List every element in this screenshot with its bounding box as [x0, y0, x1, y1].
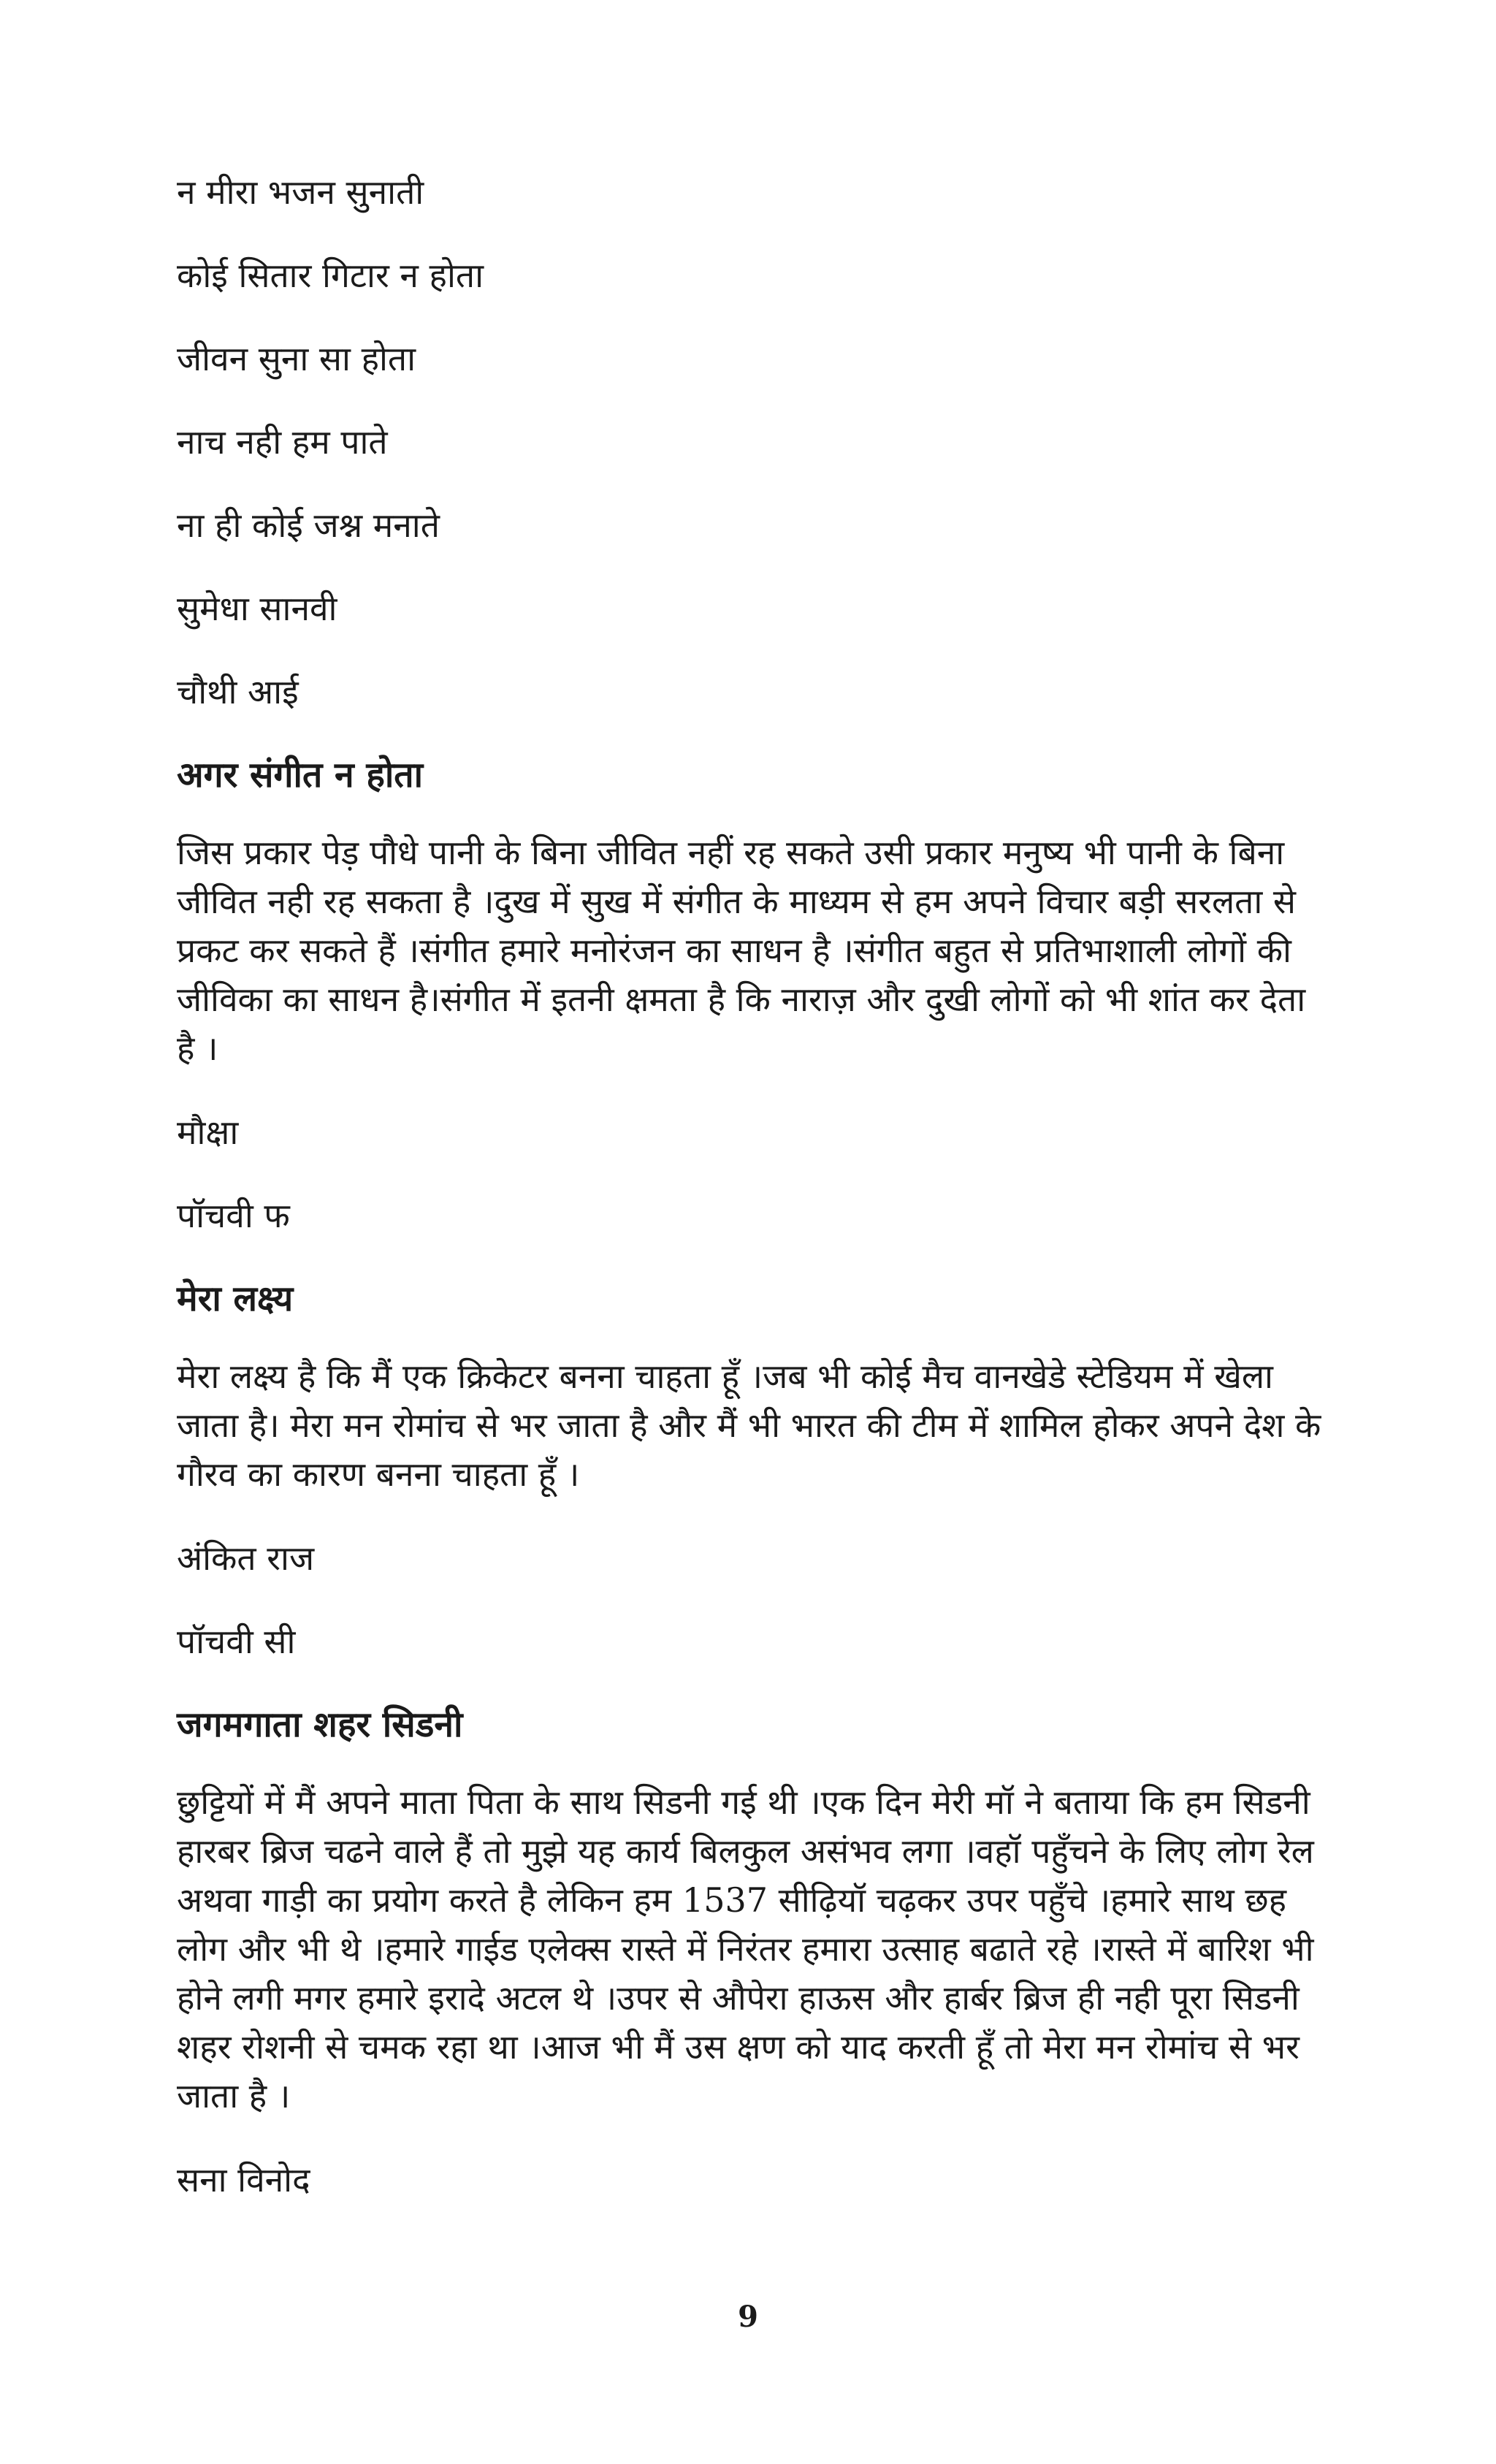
- paragraph-line: जीवित नही रह सकता है ।दुख में सुख में संगीत के माध्यम से हम अपने विचार बड़ी सरलता से: [177, 882, 1297, 921]
- page-number: 9: [738, 2300, 758, 2334]
- paragraph-line: हारबर ब्रिज चढने वाले हैं तो मुझे यह कार्य बिलकुल असंभव लगा ।वहॉ पहुँचने के लिए लोग रेल: [177, 1831, 1314, 1871]
- section-author: सना विनोद: [177, 2160, 310, 2200]
- poem-line: न मीरा भजन सुनाती: [177, 172, 424, 212]
- poem-author: सुमेधा सानवी: [177, 589, 337, 628]
- document-page: [177, 168, 1324, 2239]
- section-heading: मेरा लक्ष्य: [177, 1278, 294, 1319]
- section-heading: अगर संगीत न होता: [177, 755, 424, 796]
- paragraph-line: शहर रोशनी से चमक रहा था ।आज भी मैं उस क्षण को याद करती हूँ तो मेरा मन रोमांच से भर: [177, 2027, 1300, 2067]
- poem-line: ना ही कोई जश्न मनाते: [177, 506, 440, 545]
- section-paragraph: [177, 828, 1324, 1073]
- paragraph-line: जाता है। मेरा मन रोमांच से भर जाता है और मैं भी भारत की टीम में शामिल होकर अपने देश के: [177, 1405, 1321, 1445]
- poem-line: कोई सितार गिटार न होता: [177, 256, 484, 295]
- poem-class: चौथी आई: [177, 672, 299, 712]
- poem-line: जीवन सुना सा होता: [177, 339, 416, 378]
- section-paragraph: [177, 1352, 1324, 1499]
- section-class: पॉचवी फ: [177, 1196, 290, 1235]
- paragraph-line: है ।: [177, 1029, 218, 1068]
- poem-line: नाच नही हम पाते: [177, 422, 388, 462]
- section-author: मौक्षा: [177, 1113, 239, 1152]
- section-class: पॉचवी सी: [177, 1622, 296, 1661]
- paragraph-line: होने लगी मगर हमारे इरादे अटल थे ।उपर से औपेरा हाऊस और हार्बर ब्रिज ही नही पूरा सिडनी: [177, 1978, 1300, 2018]
- paragraph-line: लोग और भी थे ।हमारे गाईड एलेक्स रास्ते में निरंतर हमारा उत्साह बढाते रहे ।रास्ते में बारिश भी: [177, 1929, 1314, 1969]
- section-music: [177, 751, 1324, 1240]
- paragraph-line: प्रकट कर सकते हैं ।संगीत हमारे मनोरंजन का साधन है ।संगीत बहुत से प्रतिभाशाली लोगों की: [177, 931, 1291, 970]
- section-sydney: [177, 1701, 1324, 2204]
- paragraph-line: जाता है ।: [177, 2076, 291, 2116]
- paragraph-line: मेरा लक्ष्य है कि मैं एक क्रिकेटर बनना चाहता हूँ ।जब भी कोई मैच वानखेडे स्टेडियम में खेला: [177, 1357, 1273, 1396]
- paragraph-line: छुट्टियों में मैं अपने माता पिता के साथ सिडनी गई थी ।एक दिन मेरी मॉ ने बताया कि हम सिडनी: [177, 1782, 1310, 1822]
- paragraph-line: अथवा गाड़ी का प्रयोग करते है लेकिन हम 1537 सीढ़ियॉ चढ़कर उपर पहुँचे ।हमारे साथ छह: [177, 1880, 1287, 1920]
- poem-block: [177, 168, 1324, 716]
- section-goal: [177, 1275, 1324, 1666]
- section-author: अंकित राज: [177, 1538, 315, 1578]
- paragraph-line: गौरव का कारण बनना चाहता हूँ ।: [177, 1454, 580, 1494]
- paragraph-line: जिस प्रकार पेड़ पौधे पानी के बिना जीवित नहीं रह सकते उसी प्रकार मनुष्य भी पानी के बिना: [177, 833, 1285, 872]
- section-heading: जगमगाता शहर सिडनी: [177, 1704, 463, 1745]
- paragraph-line: जीविका का साधन है।संगीत में इतनी क्षमता है कि नाराज़ और दुखी लोगों को भी शांत कर देता: [177, 980, 1306, 1019]
- section-paragraph: [177, 1778, 1324, 2121]
